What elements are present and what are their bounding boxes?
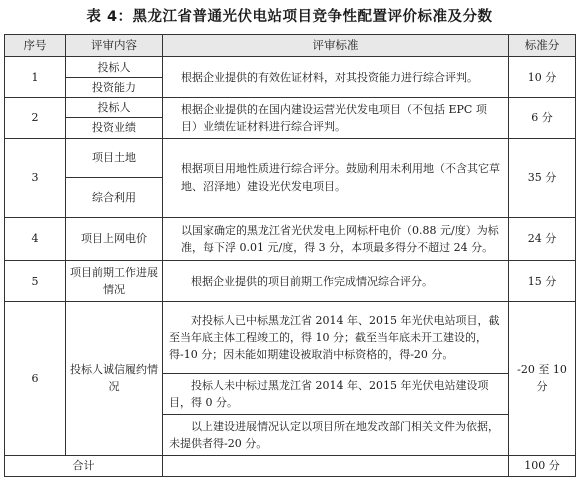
row-1-content-line-2: 投资能力 — [66, 77, 163, 97]
row-3-content-line-1: 项目土地 — [66, 138, 163, 178]
row-4-standard: 以国家确定的黑龙江省光伏发电上网标杆电价（0.88 元/度）为标准，每下浮 0.01 元/度，得 3 分，本项最多得分不超过 24 分。 — [163, 217, 509, 261]
header-seq: 序号 — [5, 35, 66, 57]
row-5-content: 项目前期工作进展情况 — [66, 261, 163, 302]
header-content: 评审内容 — [66, 35, 163, 57]
row-2-standard: 根据企业提供的在国内建设运营光伏发电项目（不包括 EPC 项目）业绩佐证材料进行综合评判。 — [163, 97, 509, 138]
row-1-content-line-1: 投标人 — [66, 57, 163, 77]
table-row — [5, 57, 576, 77]
row-1-seq: 1 — [5, 57, 66, 98]
total-label: 合计 — [5, 455, 163, 476]
row-4-content: 项目上网电价 — [66, 217, 163, 261]
table-header-row — [5, 35, 576, 57]
row-4-seq: 4 — [5, 217, 66, 261]
header-standard: 评审标准 — [163, 35, 509, 57]
row-6-standard-1: 对投标人已中标黑龙江省 2014 年、2015 年光伏电站项目，截至当年底主体工程竣工的，得 10 分；截至当年底未开工建设的，得-10 分；因未能如期建设被取消中标资格的，得-20 分。 — [163, 301, 509, 374]
row-6-seq: 6 — [5, 301, 66, 455]
row-6-content: 投标人诚信履约情况 — [66, 301, 163, 455]
row-3-seq: 3 — [5, 138, 66, 217]
row-3-standard: 根据项目用地性质进行综合评分。鼓励利用未利用地（不含其它草地、沼泽地）建设光伏发电项目。 — [163, 138, 509, 217]
row-1-standard: 根据企业提供的有效佐证材料，对其投资能力进行综合评判。 — [163, 57, 509, 98]
table-row — [5, 261, 576, 302]
row-5-score: 15 分 — [509, 261, 576, 302]
row-2-content-line-2: 投资业绩 — [66, 118, 163, 138]
table-title: 表 4：黑龙江省普通光伏电站项目竞争性配置评价标准及分数 — [86, 9, 493, 25]
row-4-score: 24 分 — [509, 217, 576, 261]
row-2-score: 6 分 — [509, 97, 576, 138]
row-5-standard: 根据企业提供的项目前期工作完成情况综合评分。 — [163, 261, 509, 302]
row-3-content-line-2: 综合利用 — [66, 178, 163, 218]
row-2-seq: 2 — [5, 97, 66, 138]
row-3-score: 35 分 — [509, 138, 576, 217]
evaluation-table — [4, 34, 576, 477]
table-row — [5, 217, 576, 261]
table-row — [5, 138, 576, 178]
row-6-standard-3: 以上建设进展情况认定以项目所在地发改部门相关文件为依据，未提供者得-20 分。 — [163, 415, 509, 456]
row-6-standard-2: 投标人未中标过黑龙江省 2014 年、2015 年光伏电站建设项目，得 0 分。 — [163, 374, 509, 415]
row-5-seq: 5 — [5, 261, 66, 302]
table-row — [5, 97, 576, 117]
row-6-score: -20 至 10 分 — [509, 301, 576, 455]
total-standard — [163, 455, 509, 476]
row-1-score: 10 分 — [509, 57, 576, 98]
total-score: 100 分 — [509, 455, 576, 476]
total-row — [5, 455, 576, 476]
row-2-content-line-1: 投标人 — [66, 97, 163, 117]
header-score: 标准分 — [509, 35, 576, 57]
table-row — [5, 301, 576, 374]
